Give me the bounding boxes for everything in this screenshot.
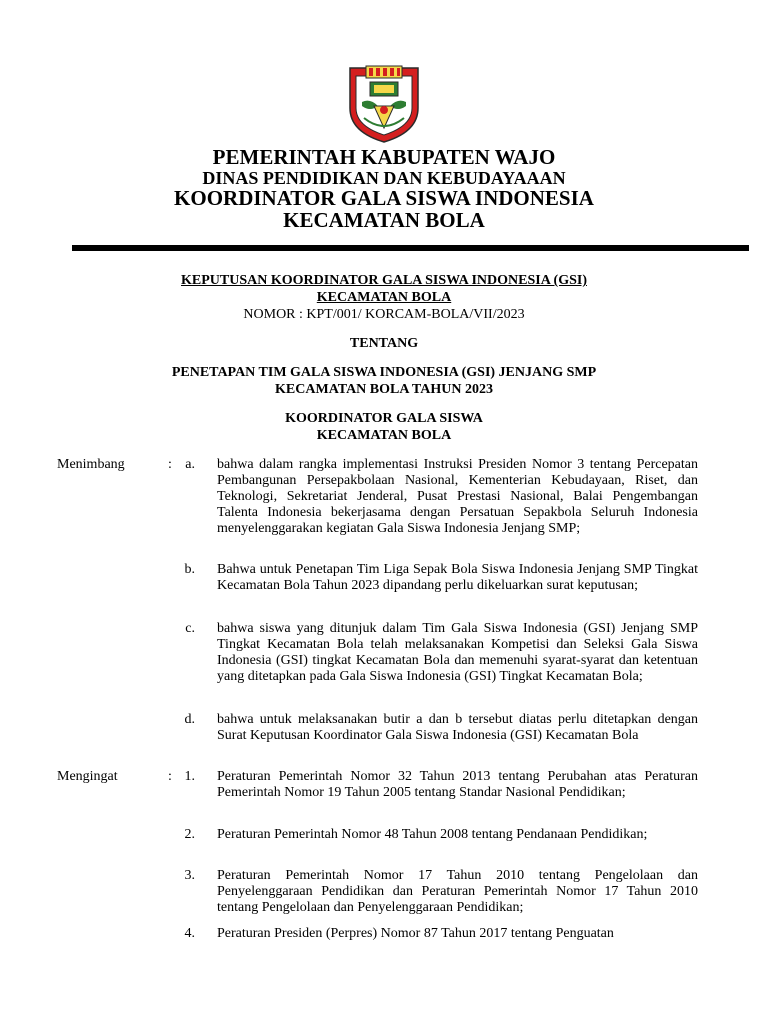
menimbang-marker-d: d. bbox=[184, 712, 195, 727]
header-government: PEMERINTAH KABUPATEN WAJO bbox=[212, 145, 556, 169]
decree-about: TENTANG bbox=[349, 336, 419, 351]
header-district: KECAMATAN BOLA bbox=[283, 208, 485, 232]
issuer-line1: KOORDINATOR GALA SISWA bbox=[285, 411, 483, 426]
header-divider bbox=[72, 245, 749, 251]
decree-title-line1: KEPUTUSAN KOORDINATOR GALA SISWA INDONESIA (GSI) bbox=[181, 273, 587, 288]
menimbang-label: Menimbang bbox=[57, 457, 125, 472]
header-department: DINAS PENDIDIKAN DAN KEBUDAYAAAN bbox=[202, 168, 566, 188]
decree-title-line2: KECAMATAN BOLA bbox=[316, 290, 452, 305]
mengingat-marker-1: 1. bbox=[184, 769, 195, 784]
decree-subject-line1: PENETAPAN TIM GALA SISWA INDONESIA (GSI) JENJANG SMP bbox=[171, 365, 597, 380]
mengingat-label: Mengingat bbox=[57, 769, 118, 784]
menimbang-marker-c: c. bbox=[185, 621, 195, 636]
mengingat-marker-2: 2. bbox=[184, 827, 195, 842]
menimbang-item-b: Bahwa untuk Penetapan Tim Liga Sepak Bola Siswa Indonesia Jenjang SMP Tingkat Kecamatan Bola Tahun 2023 dipandang perlu dikeluarkan surat keputusan; bbox=[217, 562, 698, 593]
mengingat-colon: : bbox=[168, 769, 172, 784]
menimbang-colon: : bbox=[168, 457, 172, 472]
wajo-regency-emblem bbox=[344, 62, 424, 144]
menimbang-marker-a: a. bbox=[185, 457, 195, 472]
mengingat-item-3: Peraturan Pemerintah Nomor 17 Tahun 2010 tentang Pengelolaan dan Penyelenggaraan Pendidikan dan Peraturan Pemerintah Nomor 17 Tahun 2010 tentang Pengelolaan dan Penyelenggaraan Pendidikan; bbox=[217, 868, 698, 915]
decree-number: NOMOR : KPT/001/ KORCAM-BOLA/VII/2023 bbox=[243, 307, 525, 322]
mengingat-item-2: Peraturan Pemerintah Nomor 48 Tahun 2008 tentang Pendanaan Pendidikan; bbox=[217, 827, 648, 842]
mengingat-item-4: Peraturan Presiden (Perpres) Nomor 87 Tahun 2017 tentang Penguatan bbox=[217, 926, 614, 941]
menimbang-item-d: bahwa untuk melaksanakan butir a dan b tersebut diatas perlu ditetapkan dengan Surat Keputusan Koordinator Gala Siswa Indonesia (GSI) Kecamatan Bola bbox=[217, 712, 698, 743]
mengingat-marker-4: 4. bbox=[184, 926, 195, 941]
issuer-line2: KECAMATAN BOLA bbox=[316, 428, 452, 443]
mengingat-marker-3: 3. bbox=[184, 868, 195, 883]
mengingat-item-1: Peraturan Pemerintah Nomor 32 Tahun 2013 tentang Perubahan atas Peraturan Pemerintah Nomor 19 Tahun 2005 tentang Standar Nasional Pendidikan; bbox=[217, 769, 698, 800]
menimbang-marker-b: b. bbox=[184, 562, 195, 577]
decree-subject-line2: KECAMATAN BOLA TAHUN 2023 bbox=[275, 382, 493, 397]
menimbang-item-a: bahwa dalam rangka implementasi Instruksi Presiden Nomor 3 tentang Percepatan Pembangunan Persepakbolaan Nasional, Kementerian Kebudayaan, Riset, dan Teknologi, Sekretariat Jenderal, Pusat Prestasi Nasional, Balai Pengembangan Talenta Indonesia bekerjasama dengan Persatuan Sepakbola Seluruh Indonesia menyelenggarakan kegiatan Gala Siswa Indonesia Jenjang SMP; bbox=[217, 457, 698, 536]
menimbang-item-c: bahwa siswa yang ditunjuk dalam Tim Gala Siswa Indonesia (GSI) Jenjang SMP Tingkat Kecamatan Bola telah melaksanakan Kompetisi dan Seleksi Gala Siswa Indonesia (GSI) tingkat Kecamatan Bola dan memenuhi syarat-syarat dan ketentuan yang ditetapkan pada Gala Siswa Indonesia (GSI) Tingkat Kecamatan Bola; bbox=[217, 621, 698, 684]
header-coordinator: KOORDINATOR GALA SISWA INDONESIA bbox=[174, 186, 594, 210]
